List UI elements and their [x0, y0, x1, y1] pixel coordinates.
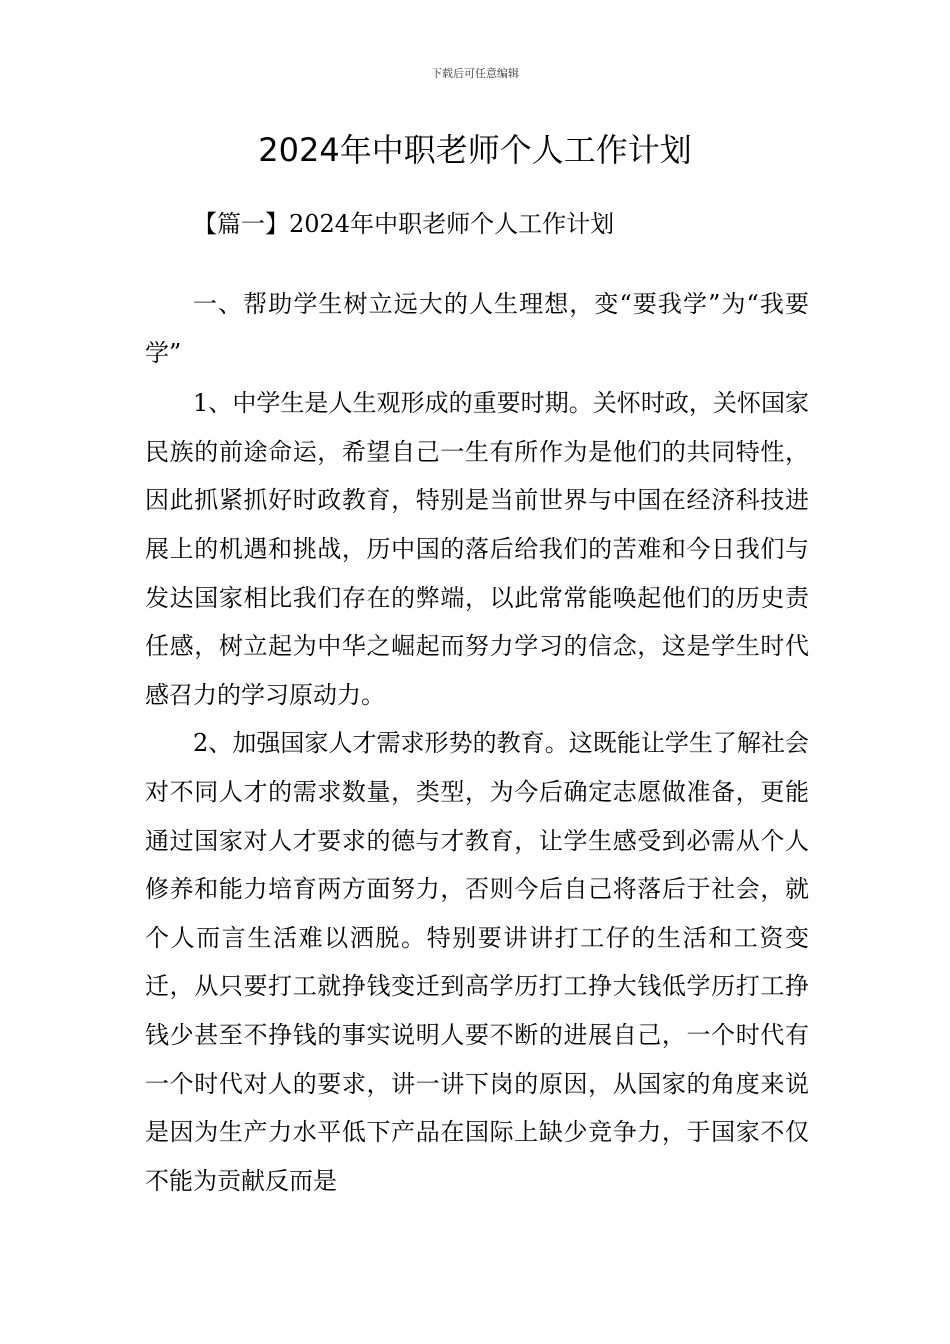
paragraph-1: 1、中学生是人生观形成的重要时期。关怀时政，关怀国家民族的前途命运，希望自己一生有所作为是他们的共同特性，因此抓紧抓好时政教育，特别是当前世界与中国在经济科技进展上的机遇和挑战，历中国的落后给我们的苦难和今日我们与发达国家相比我们存在的弊端，以此常常能唤起他们的历史责任感，树立起为中华之崛起而努力学习的信念，这是学生时代感召力的学习原动力。	[145, 389, 809, 709]
header-note: 下载后可任意编辑	[431, 67, 519, 80]
paragraph-heading-1: 一、帮助学生树立远大的人生理想，变“要我学”为“我要学”	[145, 290, 809, 367]
document-body	[145, 280, 809, 1205]
section-heading: 【篇一】2024年中职老师个人工作计划	[193, 210, 615, 238]
document-title: 2024年中职老师个人工作计划	[258, 131, 692, 169]
paragraph-2: 2、加强国家人才需求形势的教育。这既能让学生了解社会对不同人才的需求数量，类型，为今后确定志愿做准备，更能通过国家对人才要求的德与才教育，让学生感受到必需从个人修养和能力培育两方面努力，否则今后自己将落后于社会，就个人而言生活难以洒脱。特别要讲讲打工仔的生活和工资变迁，从只要打工就挣钱变迁到高学历打工挣大钱低学历打工挣钱少甚至不挣钱的事实说明人要不断的进展自己，一个时代有一个时代对人的要求，讲一讲下岗的原因，从国家的角度来说是因为生产力水平低下产品在国际上缺少竞争力，于国家不仅不能为贡献反而是	[145, 729, 809, 1195]
